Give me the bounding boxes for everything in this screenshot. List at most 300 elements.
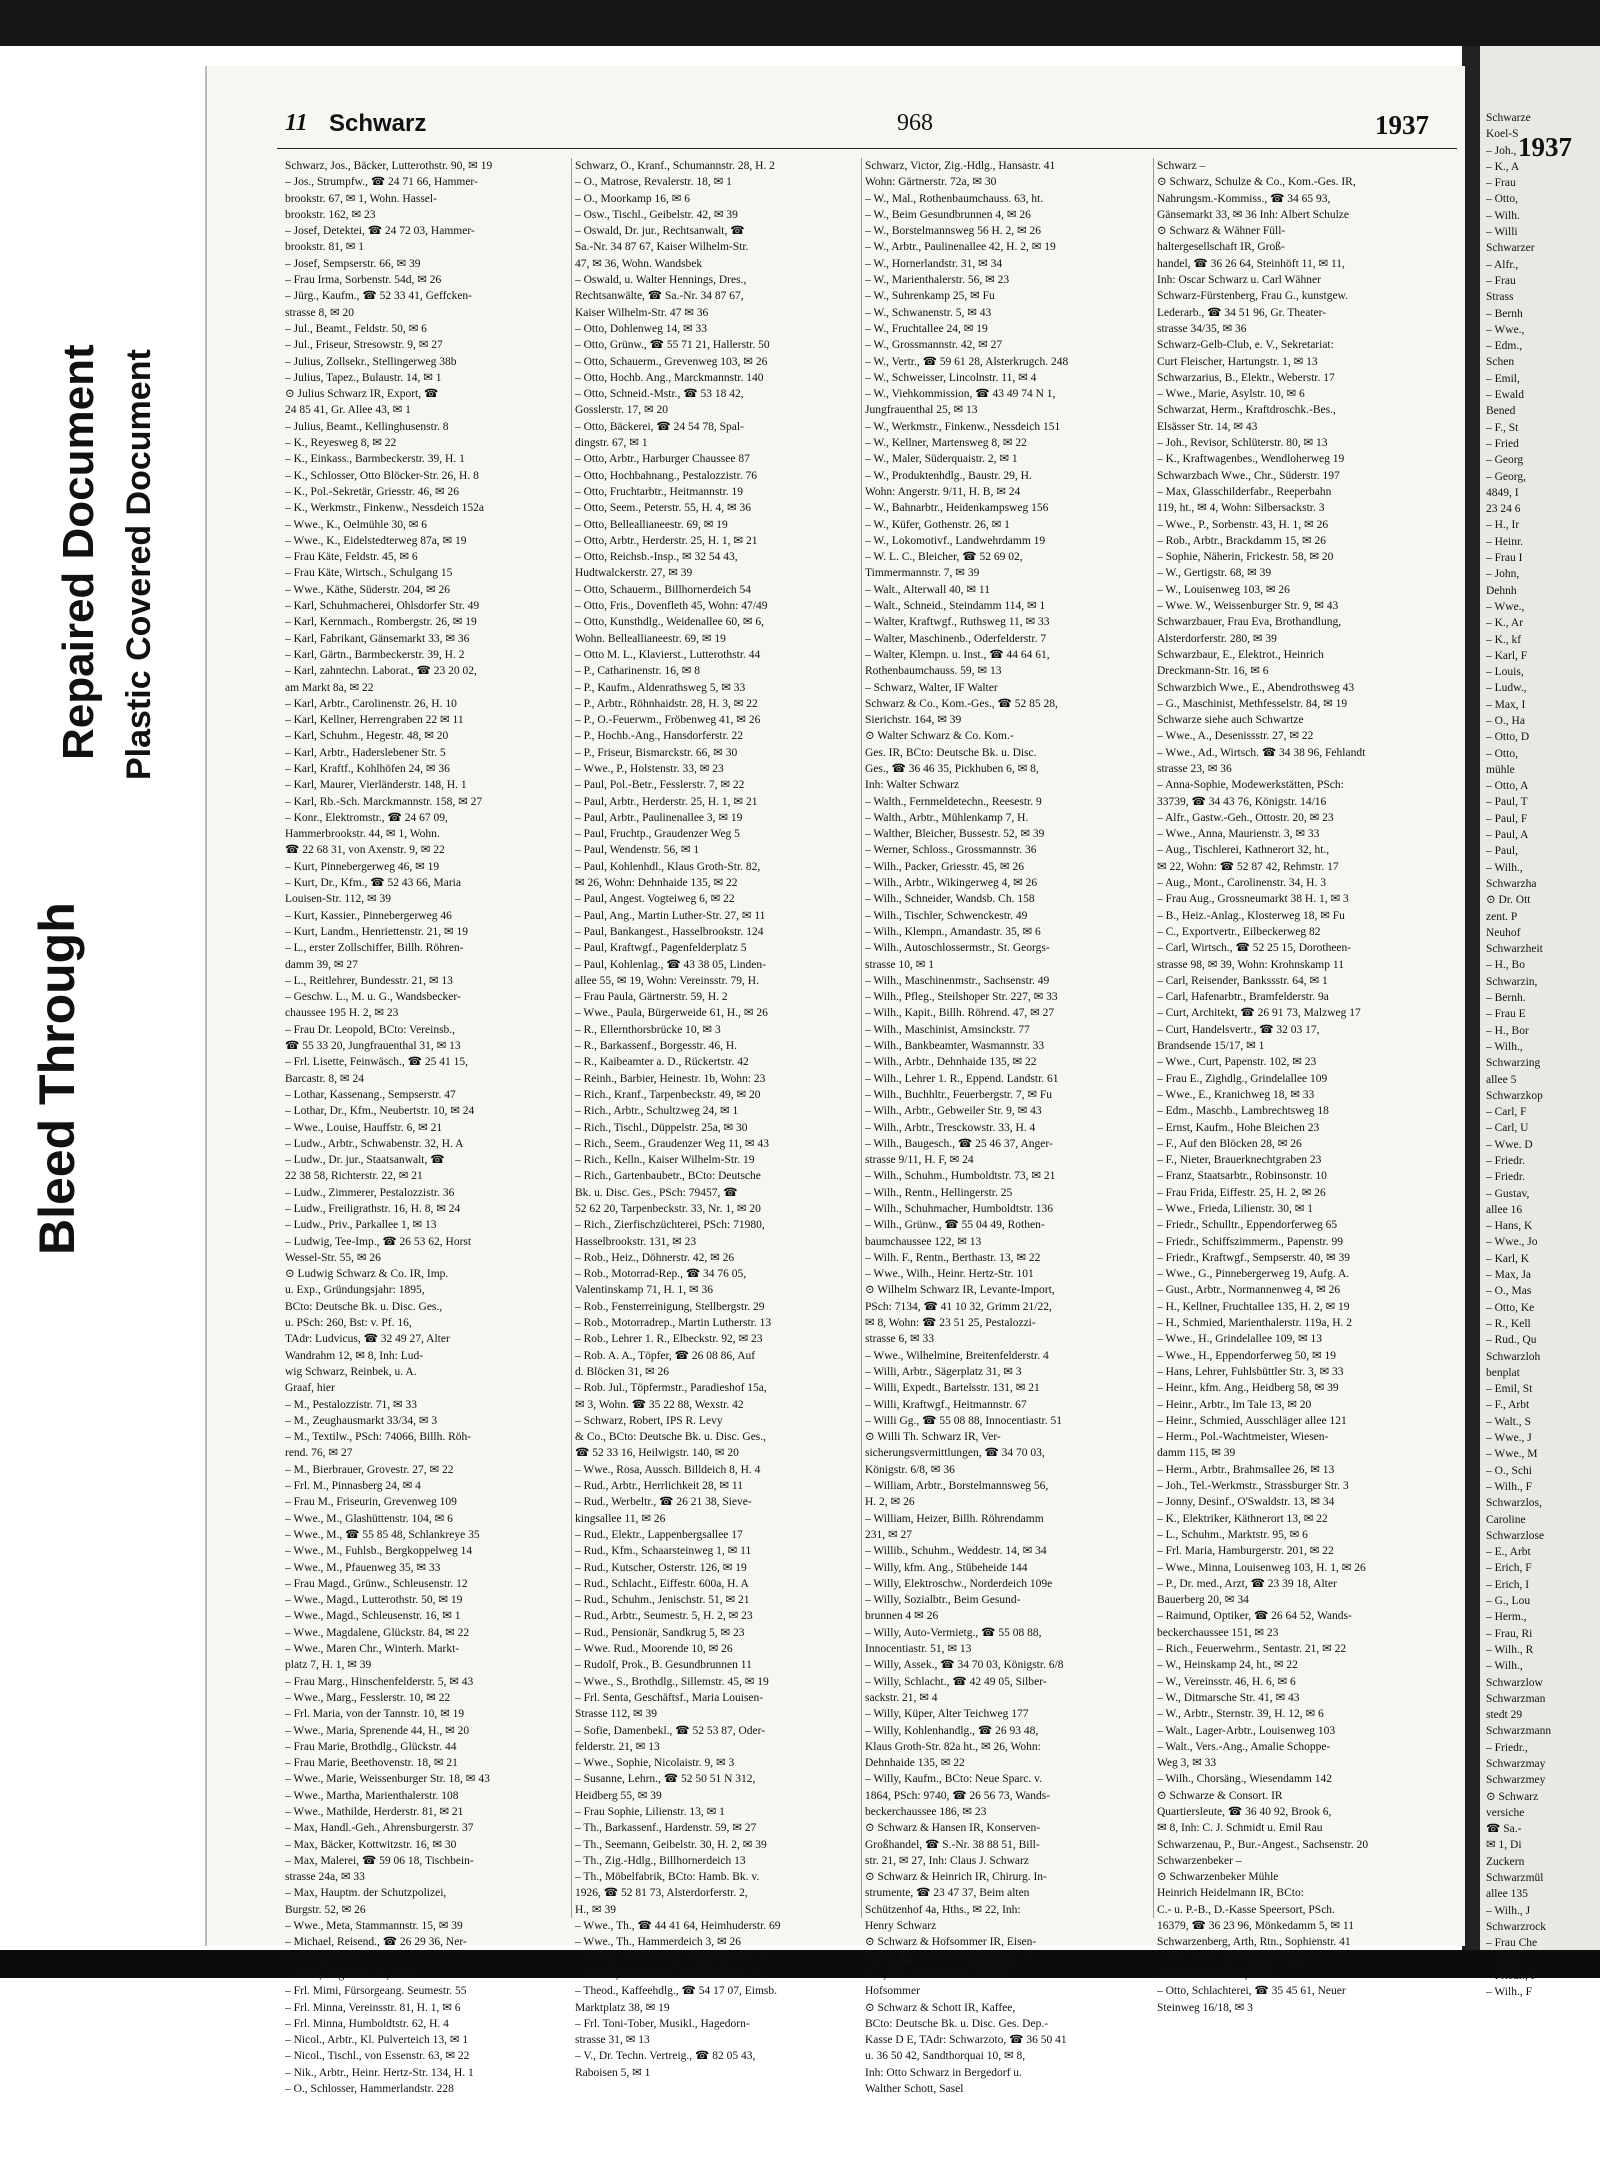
directory-entry: – Frl. Maria, von der Tannstr. 10, ✉ 19 — [285, 1708, 465, 1721]
facing-page-entry: mühle — [1486, 763, 1515, 776]
directory-entry: – Wwe., P., Holstenstr. 33, ✉ 23 — [575, 762, 724, 775]
directory-entry: – Frl. Senta, Geschäftsf., Maria Louisen- — [575, 1691, 764, 1704]
facing-page-entry: – O., Mas — [1486, 1285, 1532, 1298]
directory-entry: Königstr. 6/8, ✉ 36 — [865, 1463, 955, 1476]
directory-entry: – W., Maler, Süderquaistr. 2, ✉ 1 — [865, 453, 1018, 466]
facing-page-entry: Schwarze — [1486, 112, 1531, 124]
directory-entry: – M., Bierbrauer, Grovestr. 27, ✉ 22 — [285, 1463, 454, 1476]
facing-page-entry: Koel-S — [1486, 128, 1519, 141]
directory-entry: Ges., ☎ 36 46 35, Pickhuben 6, ✉ 8, — [865, 762, 1039, 775]
directory-entry: u. PSch: 260, Bst: v. Pf. 16, — [285, 1317, 412, 1330]
directory-entry: – W., Arbtr., Paulinenallee 42, H. 2, ✉ 19 — [865, 241, 1056, 254]
directory-entry: Gosslerstr. 17, ✉ 20 — [575, 404, 669, 417]
directory-entry: – Susanne, Lehrn., ☎ 52 50 51 N 312, — [575, 1773, 756, 1786]
directory-entry: – Oswald, u. Walter Hennings, Dres., — [575, 274, 747, 287]
facing-page-entry: – Carl, U — [1486, 1122, 1529, 1135]
directory-entry: TAdr: Ludvicus, ☎ 32 49 27, Alter — [285, 1333, 450, 1346]
facing-page-entry: allee 5 — [1486, 1073, 1517, 1086]
directory-entry: ⊙ Schwarz & Hansen IR, Konserven- — [865, 1822, 1041, 1835]
directory-entry: Alsterdorferstr. 280, ✉ 39 — [1157, 632, 1277, 645]
facing-page-entry: – Frau Che — [1486, 1937, 1538, 1950]
directory-entry: – Aug., Tischlerei, Kathnerort 32, ht., — [1157, 844, 1330, 857]
directory-entry: – Paul, Pol.-Betr., Fesslerstr. 7, ✉ 22 — [575, 779, 745, 792]
directory-entry: – Frl. Minna, Humboldtstr. 62, H. 4 — [285, 2017, 449, 2030]
facing-page-entry: – Frau — [1486, 177, 1516, 190]
facing-page-column — [1486, 110, 1598, 2000]
directory-entry: – Kurt, Landm., Henriettenstr. 21, ✉ 19 — [285, 925, 469, 938]
directory-entry: – Wwe., Wilh., Heinr. Hertz-Str. 101 — [865, 1268, 1034, 1281]
directory-entry: – R., Barkassenf., Borgesstr. 46, H. — [575, 1040, 738, 1053]
directory-entry: – W., Viehkommission, ☎ 43 49 74 N 1, — [865, 388, 1056, 401]
facing-page-entry: – K., Ar — [1486, 617, 1524, 630]
directory-entry: – Frau Käte, Wirtsch., Schulgang 15 — [285, 567, 453, 580]
facing-page-entry: – Herm., — [1486, 1611, 1527, 1624]
column-4 — [1157, 158, 1441, 2016]
directory-entry: Steinweg 16/18, ✉ 3 — [1157, 2001, 1253, 2014]
directory-entry: – Otto, Schlachterei, ☎ 35 45 61, Neuer — [1157, 1985, 1346, 1998]
directory-entry: – Th., Barkassenf., Hardenstr. 59, ✉ 27 — [575, 1822, 757, 1835]
facing-page-entry: – Frau — [1486, 274, 1516, 287]
directory-entry: Klaus Groth-Str. 82a ht., ✉ 26, Wohn: — [865, 1740, 1041, 1753]
directory-entry: – Ludwig, Tee-Imp., ☎ 26 53 62, Horst — [285, 1235, 472, 1248]
directory-entry: – Frl. Lisette, Feinwäsch., ☎ 25 41 15, — [285, 1056, 468, 1069]
directory-entry: Dreckmann-Str. 16, ✉ 6 — [1157, 665, 1269, 678]
directory-entry: 22 38 58, Richterstr. 22, ✉ 21 — [285, 1170, 423, 1183]
directory-entry: ⊙ Julius Schwarz IR, Export, ☎ — [285, 388, 439, 401]
directory-entry: – Otto, Hochbahnang., Pestalozzistr. 76 — [575, 469, 758, 482]
directory-entry: – Rob., Motorradrep., Martin Lutherstr. 13 — [575, 1317, 772, 1330]
directory-entry: – P., Arbtr., Röhnhaidstr. 28, H. 3, ✉ 22 — [575, 697, 758, 710]
facing-page-entry: – Friedr., I — [1486, 1969, 1535, 1982]
directory-entry: – W., Gertigstr. 68, ✉ 39 — [1157, 567, 1272, 580]
facing-page-entry: – Carl, F — [1486, 1106, 1527, 1119]
directory-entry: – Wilh., Schuhm., Humboldtstr. 73, ✉ 21 — [865, 1170, 1056, 1183]
directory-entry: – W., Produktenhdlg., Baustr. 29, H. — [865, 469, 1032, 482]
facing-page-entry: – Wilh., — [1486, 861, 1523, 874]
directory-entry: Strasse 112, ✉ 39 — [575, 1708, 658, 1721]
directory-entry: kingsallee 11, ✉ 26 — [575, 1512, 666, 1525]
directory-entry: – R., Ellernthorsbrücke 10, ✉ 3 — [575, 1023, 721, 1036]
directory-entry: ✉ 8, Wohn: ☎ 23 51 25, Pestalozzi- — [865, 1317, 1036, 1330]
directory-entry: – Wwe., Magd., Lutterothstr. 50, ✉ 19 — [285, 1594, 463, 1607]
directory-entry: – P., Friseur, Bismarckstr. 66, ✉ 30 — [575, 746, 738, 759]
directory-entry: Inh: Otto Schwarz in Bergedorf u. — [865, 2066, 1022, 2079]
directory-entry: – Jonny, Desinf., O'Swaldstr. 13, ✉ 34 — [1157, 1496, 1335, 1509]
directory-entry: – Willy, Auto-Vermietg., ☎ 55 08 88, — [865, 1626, 1042, 1639]
directory-entry: – Paul, Arbtr., Paulinenallee 3, ✉ 19 — [575, 811, 743, 824]
directory-entry: – Wwe., Louise, Hauffstr. 6, ✉ 21 — [285, 1121, 443, 1134]
directory-entry: – Walth., Arbtr., Mühlenkamp 7, H. — [865, 811, 1029, 824]
facing-page-entry: Schwarzlose — [1486, 1529, 1545, 1542]
directory-entry: Hasselbrookstr. 131, ✉ 23 — [575, 1235, 697, 1248]
directory-entry: Bauerberg 20, ✉ 34 — [1157, 1594, 1249, 1607]
directory-entry: – Frau Irma, Sorbenstr. 54d, ✉ 26 — [285, 274, 442, 287]
facing-page-entry: Schwarzmey — [1486, 1774, 1546, 1787]
directory-entry: – Wwe., Maria, Sprenende 44, H., ✉ 20 — [285, 1724, 470, 1737]
facing-page-entry: – R., Kell — [1486, 1317, 1531, 1330]
directory-entry: – W., Marienthalerstr. 56, ✉ 23 — [865, 274, 1010, 287]
directory-entry: – Rud., Werbeltr., ☎ 26 21 38, Sieve- — [575, 1496, 752, 1509]
facing-page-entry: – K., A — [1486, 160, 1520, 173]
directory-entry: – Theod., Kaffeehdlg., ☎ 54 17 07, Eimsb. — [575, 1985, 778, 1998]
facing-page-entry: – Ludw., — [1486, 682, 1527, 695]
facing-page-entry: – Otto, — [1486, 747, 1518, 760]
directory-entry: – Wilh., Bankbeamter, Wasmannstr. 33 — [865, 1040, 1045, 1053]
directory-entry: – Wilh., Arbtr., Wikingerweg 4, ✉ 26 — [865, 877, 1038, 890]
directory-entry: – Geschw. L., M. u. G., Wandsbecker- — [285, 991, 461, 1004]
directory-entry: – Th., Seemann, Geibelstr. 30, H. 2, ✉ 39 — [575, 1838, 767, 1851]
directory-entry: Schwarzbauer, Frau Eva, Brothandlung, — [1157, 616, 1342, 629]
facing-page-entry: – Otto, — [1486, 193, 1518, 206]
directory-entry: beckerchaussee 186, ✉ 23 — [865, 1805, 987, 1818]
directory-entry: – Willi, Arbtr., Sägerplatz 31, ✉ 3 — [865, 1365, 1022, 1378]
directory-entry: ✉ 8, Inh: C. J. Schmidt u. Emil Rau — [1157, 1822, 1323, 1835]
facing-page-entry: Schen — [1486, 356, 1515, 369]
facing-page-entry: – Emil, — [1486, 372, 1520, 385]
directory-entry: – Oswald, Dr. jur., Rechtsanwalt, ☎ — [575, 225, 745, 238]
directory-entry: – Frl. Mimi, Fürsorgeang. Seumestr. 55 — [285, 1985, 467, 1998]
directory-entry: – Jul., Beamt., Feldstr. 50, ✉ 6 — [285, 322, 427, 335]
directory-entry: – Gust., Arbtr., Normannenweg 4, ✉ 26 — [1157, 1284, 1341, 1297]
directory-entry: – Frau M., Friseurin, Grevenweg 109 — [285, 1496, 457, 1509]
directory-entry: – K., Pol.-Sekretär, Griesstr. 46, ✉ 26 — [285, 485, 459, 498]
directory-entry: 231, ✉ 27 — [865, 1528, 913, 1541]
column-rule — [1153, 158, 1154, 1918]
directory-entry: – L., Reitlehrer, Bundesstr. 21, ✉ 13 — [285, 974, 453, 987]
directory-entry: – Frau Dr. Leopold, BCto: Vereinsb., — [285, 1023, 456, 1036]
directory-entry: – Frau Marie, Beethovenstr. 18, ✉ 21 — [285, 1757, 458, 1770]
directory-entry: strasse 6, ✉ 33 — [865, 1333, 935, 1346]
facing-page-entry: ⊙ Dr. Ott — [1486, 894, 1531, 907]
facing-page-entry: Dehnh — [1486, 584, 1517, 597]
directory-entry: – Wilh., Schuhmacher, Humboldtstr. 136 — [865, 1203, 1053, 1215]
directory-entry: – Frau Paula, Gärtnerstr. 59, H. 2 — [575, 991, 728, 1004]
directory-entry: platz 7, H. 1, ✉ 39 — [285, 1659, 372, 1672]
directory-entry: C.- u. P.-B., D.-Kasse Speersort, PSch. — [1157, 1903, 1335, 1916]
facing-page-entry: – Erich, I — [1486, 1578, 1530, 1591]
directory-entry: – Walt., Lager-Arbtr., Louisenweg 103 — [1157, 1724, 1336, 1737]
facing-page-entry: – Wilh. — [1486, 209, 1520, 222]
directory-entry: – Wwe. W., Weissenburger Str. 9, ✉ 43 — [1157, 600, 1339, 613]
directory-entry: – W., Beim Gesundbrunnen 4, ✉ 26 — [865, 208, 1031, 221]
directory-entry: – Rich., Tischl., Düppelstr. 25a, ✉ 30 — [575, 1121, 748, 1134]
directory-entry: – Rud., Elektr., Lappenbergsallee 17 — [575, 1528, 743, 1541]
directory-entry: – B., Heiz.-Anlag., Klosterweg 18, ✉ Fu — [1157, 909, 1345, 922]
directory-entry: – Frau Magd., Grünw., Schleusenstr. 12 — [285, 1577, 468, 1590]
directory-entry: – Rob., Heiz., Döhnerstr. 42, ✉ 26 — [575, 1251, 735, 1264]
directory-entry: – Joh., Tel.-Werkmstr., Strassburger Str. 3 — [1157, 1480, 1349, 1493]
facing-page-entry: – Paul, T — [1486, 796, 1528, 809]
directory-entry: – Friedr., Schulltr., Eppendorferweg 65 — [1157, 1219, 1338, 1232]
directory-entry: wig Schwarz, Reinbek, u. A. — [285, 1365, 417, 1378]
directory-entry: – Frl. Maria, Hamburgerstr. 201, ✉ 22 — [1157, 1545, 1334, 1558]
facing-page-entry: – Wilh., — [1486, 1660, 1523, 1673]
directory-entry: – C., Exportvertr., Eilbeckerweg 82 — [1157, 925, 1321, 938]
directory-entry: strasse 23, ✉ 36 — [1157, 762, 1232, 775]
facing-page-entry: – F., Arbt — [1486, 1399, 1530, 1412]
directory-entry: ⊙ Schwarz & Schott IR, Kaffee, — [865, 2001, 1016, 2014]
facing-page-entry: – H., Bor — [1486, 1024, 1529, 1037]
directory-entry: lichsweg 4, ✉ 26 — [285, 1952, 365, 1965]
directory-entry: – Otto, Arbtr., Harburger Chaussee 87 — [575, 453, 750, 466]
directory-entry: – M., Pestalozzistr. 71, ✉ 33 — [285, 1398, 417, 1411]
directory-entry: Henry Schwarz — [865, 1920, 937, 1933]
facing-page-entry: – Max, I — [1486, 698, 1526, 711]
directory-entry: – O., Schlosser, Hammerlandstr. 228 — [285, 2083, 454, 2096]
directory-entry: – K., Reyesweg 8, ✉ 22 — [285, 437, 397, 450]
directory-entry: – Wwe., H., Eppendorferweg 50, ✉ 19 — [1157, 1349, 1337, 1362]
facing-page-entry: versiche — [1486, 1806, 1525, 1819]
facing-page-entry: – Wwe., M — [1486, 1448, 1538, 1461]
directory-entry: Valentinskamp 71, H. 1, ✉ 36 — [575, 1284, 714, 1297]
directory-entry: – Rob., Fensterreinigung, Stellbergstr. 29 — [575, 1300, 765, 1313]
directory-entry: – Wilh. F., Rentn., Berthastr. 13, ✉ 22 — [865, 1251, 1041, 1264]
directory-entry: chaussee 195 H. 2, ✉ 23 — [285, 1007, 399, 1020]
directory-entry: – Raimund, Optiker, ☎ 26 64 52, Wands- — [1157, 1610, 1352, 1623]
directory-entry: – Otto, Schauerm., Billhornerdeich 54 — [575, 583, 751, 596]
directory-entry: – F., Nieter, Brauerknechtgraben 23 — [1157, 1154, 1322, 1167]
directory-entry: Hammerbrookstr. 44, ✉ 1, Wohn. — [285, 828, 440, 841]
directory-entry: – M., Textilw., PSch: 74066, Billh. Röh- — [285, 1431, 472, 1444]
directory-entry: Jungfrauenthal 25, ✉ 13 — [865, 404, 978, 417]
directory-entry: ⊙ Schwarzenbeker Mühle — [1157, 1871, 1279, 1884]
directory-entry: – Otto, Bäckerei, ☎ 24 54 78, Spal- — [575, 420, 744, 433]
directory-entry: Wohn: Gärtnerstr. 72a, ✉ 30 — [865, 176, 997, 189]
facing-page-entry: Schwarzkop — [1486, 1089, 1543, 1102]
directory-entry: Innocentiastr. 51, ✉ 13 — [865, 1643, 972, 1656]
directory-entry: – Herm., Arbtr., Brahmsallee 26, ✉ 13 — [1157, 1463, 1335, 1476]
facing-page-entry: – O., Ha — [1486, 714, 1525, 727]
directory-entry: Louisen-Str. 112, ✉ 39 — [285, 893, 391, 906]
directory-entry: ⊙ Wilhelm Schwarz IR, Levante-Import, — [865, 1284, 1055, 1297]
directory-entry: – Wwe. Rud., Moorende 10, ✉ 26 — [575, 1643, 733, 1656]
directory-entry: – Wwe., Minna, Louisenweg 103, H. 1, ✉ 26 — [1157, 1561, 1366, 1574]
volume-number: 11 — [285, 110, 308, 136]
directory-entry: – K., Elektriker, Käthnerort 13, ✉ 22 — [1157, 1512, 1328, 1525]
facing-page-entry: Bened — [1486, 405, 1516, 418]
directory-entry: – Anna-Sophie, Modewerkstätten, PSch: — [1157, 779, 1344, 792]
facing-page-entry: – Otto, Ke — [1486, 1301, 1535, 1314]
facing-page-entry: – Walt., S — [1486, 1415, 1531, 1428]
directory-entry: – Wwe., K., Oelmühle 30, ✉ 6 — [285, 518, 427, 531]
directory-entry: – W., Hornerlandstr. 31, ✉ 34 — [865, 257, 1003, 270]
facing-page-entry: ☎ Sa.- — [1486, 1823, 1522, 1836]
directory-entry: – Walth., Fernmeldetechn., Reesestr. 9 — [865, 795, 1042, 808]
facing-page-entry: ⊙ Schwarz — [1486, 1790, 1539, 1803]
directory-entry: – Wwe., Marg., Fesslerstr. 10, ✉ 22 — [285, 1691, 451, 1704]
directory-entry: – Wilh., Klempn., Amandastr. 35, ✉ 6 — [865, 925, 1041, 938]
facing-page-entry: allee 135 — [1486, 1888, 1528, 1901]
directory-entry: – Nicol., Tischl., von Essenstr. 63, ✉ 22 — [285, 2050, 470, 2063]
directory-entry: strasse 8, ✉ 20 — [285, 306, 355, 319]
directory-entry: 33739, ☎ 34 43 76, Königstr. 14/16 — [1157, 795, 1327, 808]
directory-entry: – W., Mal., Rothenbaumchauss. 63, ht. — [865, 192, 1044, 205]
directory-entry: – Karl, zahntechn. Laborat., ☎ 23 20 02, — [285, 665, 477, 678]
directory-entry: – Carl, Wirtsch., ☎ 52 25 15, Dorotheen- — [1157, 942, 1352, 955]
directory-entry: 24 85 41, Gr. Allee 43, ✉ 1 — [285, 404, 411, 417]
directory-entry: sackstr. 21, ✉ 4 — [865, 1691, 938, 1704]
directory-entry: – Hans, Lehrer, Fuhlsbüttler Str. 3, ✉ 33 — [1157, 1365, 1344, 1378]
directory-entry: Weg 3, ✉ 33 — [1157, 1757, 1217, 1770]
directory-entry: Marktplatz 38, ✉ 19 — [575, 2001, 670, 2014]
directory-entry: Schwarz-Fürstenberg, Frau G., kunstgew. — [1157, 290, 1348, 303]
directory-entry: – P., Dr. med., Arzt, ☎ 23 39 18, Alter — [1157, 1577, 1337, 1590]
directory-entry: brookstr. 67, ✉ 1, Wohn. Hassel- — [285, 192, 437, 205]
directory-entry: – Wwe., M., Pfauenweg 35, ✉ 33 — [285, 1561, 441, 1574]
directory-entry: – W., Kellner, Martensweg 8, ✉ 22 — [865, 437, 1027, 450]
directory-entry: – Wwe., Maren Chr., Winterh. Markt- — [285, 1643, 460, 1656]
facing-page-entry: – Karl, F — [1486, 649, 1528, 662]
directory-entry: Schwarz-Gelb-Club, e. V., Sekretariat: — [1157, 339, 1334, 352]
directory-entry: – K., Kraftwagenbes., Wendloherweg 19 — [1157, 453, 1345, 466]
facing-page-entry: – Bernh — [1486, 307, 1523, 320]
directory-entry: – Wwe., Th., ☎ 44 41 64, Heimhuderstr. 69 — [575, 1920, 781, 1933]
directory-entry: – Wilh., Pfleg., Steilshoper Str. 227, ✉ 33 — [865, 991, 1058, 1004]
facing-page-entry: – Frau, Ri — [1486, 1627, 1533, 1640]
directory-entry: ☎ 55 33 20, Jungfrauenthal 31, ✉ 13 — [285, 1040, 461, 1053]
directory-entry: Grädenerstrasse 22, ✉ 19 — [1157, 1968, 1275, 1981]
facing-page-entry: Strass — [1486, 291, 1514, 304]
facing-page-entry: – Wwe., Jo — [1486, 1236, 1538, 1249]
directory-entry: – Wwe., Paula, Bürgerweide 61, H., ✉ 26 — [575, 1007, 768, 1020]
directory-entry: – Frau Frida, Eiffestr. 25, H. 2, ✉ 26 — [1157, 1186, 1326, 1199]
facing-page-entry: Schwarzmül — [1486, 1872, 1544, 1885]
directory-entry: ⊙ Schwarz & Heinrich IR, Chirurg. In- — [865, 1871, 1047, 1884]
facing-page-entry: – Wilh., F — [1486, 1480, 1532, 1493]
directory-entry: – Willi Gg., ☎ 55 08 88, Innocentiastr. 51 — [865, 1414, 1062, 1427]
directory-entry: – Rich., Seem., Graudenzer Weg 11, ✉ 43 — [575, 1137, 769, 1150]
directory-entry: – Rob., Motorrad-Rep., ☎ 34 76 05, — [575, 1268, 747, 1281]
facing-page-entry: 23 24 6 — [1486, 503, 1521, 516]
directory-entry: – Paul, Bankangest., Hasselbrookstr. 124 — [575, 925, 764, 938]
directory-entry: – Wwe., M., ☎ 55 85 48, Schlankreye 35 — [285, 1528, 480, 1541]
directory-entry: – Walter, Maschinenb., Oderfelderstr. 7 — [865, 632, 1047, 645]
directory-entry: Curt Fleischer, Hartungstr. 1, ✉ 13 — [1157, 355, 1318, 368]
directory-entry: Heidberg 55, ✉ 39 — [575, 1789, 662, 1802]
facing-page-entry: Schwarzmay — [1486, 1757, 1546, 1770]
directory-entry: Schwarz – — [1157, 160, 1206, 172]
directory-entry: – P., O.-Feuerwm., Fröbenweg 41, ✉ 26 — [575, 714, 761, 727]
directory-entry: – Wilh., Chorsäng., Wiesendamm 142 — [1157, 1773, 1332, 1786]
facing-page-entry: – F., St — [1486, 421, 1519, 434]
facing-page-entry: – G., Lou — [1486, 1595, 1531, 1608]
directory-entry: – Wwe., K., Eidelstedterweg 87a, ✉ 19 — [285, 534, 467, 547]
facing-page-entry: – Erich, F — [1486, 1562, 1532, 1575]
directory-entry: – Theod., Tischl.-Mstr., Hudtwalkerstr. 27 — [575, 1952, 769, 1965]
directory-entry: – Rob. A. A., Töpfer, ☎ 26 08 86, Auf — [575, 1349, 756, 1362]
directory-entry: – Paul, Fruchtp., Graudenzer Weg 5 — [575, 828, 740, 841]
directory-entry: Schwarz, O., Kranf., Schumannstr. 28, H. 2 — [575, 160, 775, 172]
directory-entry: – Otto M. L., Klavierst., Lutterothstr. 44 — [575, 648, 761, 661]
directory-entry: – Max, Malerei, ☎ 59 06 18, Tischbein- — [285, 1854, 474, 1867]
directory-entry: Schwarz, Jos., Bäcker, Lutterothstr. 90, ✉ 19 — [285, 160, 493, 172]
directory-entry: – Theod., Bkbtr. Billh. Röhrendamm 171 — [575, 1968, 765, 1981]
facing-page-entry: – Friedr. — [1486, 1171, 1525, 1184]
directory-entry: – Carl, Reisender, Bankssstr. 64, ✉ 1 — [1157, 974, 1328, 987]
directory-entry: ✉ 26, Wohn: Dehnhaide 135, ✉ 22 — [575, 877, 738, 890]
directory-entry: – Rich., Kranf., Tarpenbeckstr. 49, ✉ 20 — [575, 1088, 761, 1101]
directory-entry: – Julius, Zollsekr., Stellingerweg 38b — [285, 355, 457, 368]
directory-entry: – Reinh., Barbier, Heinestr. 1b, Wohn: 23 — [575, 1072, 766, 1085]
directory-entry: Sierichstr. 164, ✉ 39 — [865, 714, 962, 727]
directory-entry: – Willib., Schuhm., Weddestr. 14, ✉ 34 — [865, 1545, 1047, 1558]
directory-entry: – Frl. M., Pinnasberg 24, ✉ 4 — [285, 1480, 421, 1493]
facing-page-entry: – Ewald — [1486, 389, 1525, 402]
facing-page-entry: 4849, I — [1486, 486, 1519, 499]
directory-entry: Brandsende 15/17, ✉ 1 — [1157, 1040, 1265, 1053]
directory-entry: ⊙ Schwarz & Wähner Füll- — [1157, 225, 1286, 238]
directory-entry: – Rud., Pensionär, Sandkrug 5, ✉ 23 — [575, 1626, 745, 1639]
facing-page-entry: – Otto, A — [1486, 780, 1529, 793]
directory-entry: – W., Louisenweg 103, ✉ 26 — [1157, 583, 1290, 596]
directory-entry: – Wwe., H., Grindelallee 109, ✉ 13 — [1157, 1333, 1322, 1346]
directory-entry: – Rud., Kfm., Schaarsteinweg 1, ✉ 11 — [575, 1545, 752, 1558]
directory-entry: felderstr. 21, ✉ 13 — [575, 1740, 660, 1753]
directory-entry: – Wwe., A., Desenissstr. 27, ✉ 22 — [1157, 730, 1314, 743]
directory-entry: dingstr. 67, ✉ 1 — [575, 437, 648, 450]
facing-page-entry: Schwarzin, — [1486, 975, 1538, 988]
directory-entry: – Wwe., Marie, Weissenburger Str. 18, ✉ 43 — [285, 1773, 490, 1786]
directory-entry: rend. 76, ✉ 27 — [285, 1447, 353, 1460]
directory-entry: – Nicol., Arbtr., Kl. Pulverteich 13, ✉ 1 — [285, 2034, 469, 2047]
scanner-top-band — [0, 0, 1600, 46]
facing-page-entry: – Otto, D — [1486, 731, 1530, 744]
directory-entry: – P., Kaufm., Aldenrathsweg 5, ✉ 33 — [575, 681, 746, 694]
facing-page-entry: – Wwe., — [1486, 600, 1525, 613]
directory-entry: – W., Arbtr., Sternstr. 39, H. 12, ✉ 6 — [1157, 1708, 1324, 1721]
facing-page-entry: – Erwin, I — [1486, 1953, 1533, 1966]
directory-entry: – W. L. C., Bleicher, ☎ 52 69 02, — [865, 551, 1023, 564]
running-head-name: Schwarz — [329, 110, 427, 137]
directory-entry: – Max, Bäcker, Kottwitzstr. 16, ✉ 30 — [285, 1838, 457, 1851]
directory-entry: – Rob., Arbtr., Brackdamm 15, ✉ 26 — [1157, 534, 1327, 547]
directory-entry: – Willi, Expedt., Bartelsstr. 131, ✉ 21 — [865, 1382, 1040, 1395]
directory-entry: – R., Kaibeamter a. D., Rückertstr. 42 — [575, 1056, 749, 1069]
directory-entry: – Heinr., Arbtr., Im Tale 13, ✉ 20 — [1157, 1398, 1312, 1411]
directory-entry: – Werner, Schloss., Grossmannstr. 36 — [865, 844, 1037, 857]
directory-entry: – Rich., Feuerwehrm., Sentastr. 21, ✉ 22 — [1157, 1643, 1347, 1656]
facing-page-entry: – Gustav, — [1486, 1187, 1530, 1200]
directory-entry: Elsässer Str. 14, ✉ 43 — [1157, 420, 1258, 433]
directory-entry: – Wilh., Maschinenmstr., Sachsenstr. 49 — [865, 974, 1050, 987]
directory-entry: – W., Schwanenstr. 5, ✉ 43 — [865, 306, 992, 319]
directory-entry: ⊙ Willi Th. Schwarz IR, Ver- — [865, 1431, 1001, 1444]
directory-entry: – Wwe., Rosa, Aussch. Billdeich 8, H. 4 — [575, 1463, 761, 1476]
directory-entry: brookstr. 162, ✉ 23 — [285, 208, 376, 221]
directory-entry: – Wwe., Th., Hammerdeich 3, ✉ 26 — [575, 1936, 742, 1949]
directory-entry: – Karl, Schuhm., Hegestr. 48, ✉ 20 — [285, 730, 449, 743]
directory-entry: Rechtsanwälte, ☎ Sa.-Nr. 34 87 67, — [575, 290, 744, 303]
directory-entry: Wandrahm 12, ✉ 8, Inh: Lud- — [285, 1349, 424, 1362]
directory-entry: – Alfr., Gastw.-Geh., Ottostr. 20, ✉ 23 — [1157, 811, 1334, 824]
directory-entry: strasse 9/11, H. F, ✉ 24 — [865, 1154, 974, 1167]
directory-entry: – Wwe., G., Pinnebergerweg 19, Aufg. A. — [1157, 1268, 1350, 1281]
directory-entry: damm 39, ✉ 27 — [285, 958, 358, 971]
directory-entry: – Otto, Seem., Peterstr. 55, H. 4, ✉ 36 — [575, 502, 752, 515]
directory-entry: H., ✉ 39 — [575, 1903, 616, 1916]
directory-entry: – Wilh., Rentn., Hellingerstr. 25 — [865, 1186, 1013, 1199]
directory-entry: – Wwe., Anna, Maurienstr. 3, ✉ 33 — [1157, 828, 1320, 841]
directory-entry: – Curt, Handelsvertr., ☎ 32 03 17, — [1157, 1023, 1320, 1036]
facing-page-entry: Schwarzloh — [1486, 1350, 1541, 1363]
directory-entry: Sa.-Nr. 34 87 67, Kaiser Wilhelm-Str. — [575, 241, 749, 254]
directory-entry: – Heinr., Schmied, Ausschläger allee 121 — [1157, 1414, 1347, 1427]
facing-page-entry: – O., Schi — [1486, 1464, 1532, 1477]
directory-entry: ☎ 22 68 31, von Axenstr. 9, ✉ 22 — [285, 844, 445, 857]
facing-page-entry: – H., Bo — [1486, 959, 1525, 972]
directory-entry: u. 36 50 42, Sandthorquai 10, ✉ 8, — [865, 2050, 1026, 2063]
directory-entry: – Willy, Küper, Alter Teichweg 177 — [865, 1708, 1029, 1721]
